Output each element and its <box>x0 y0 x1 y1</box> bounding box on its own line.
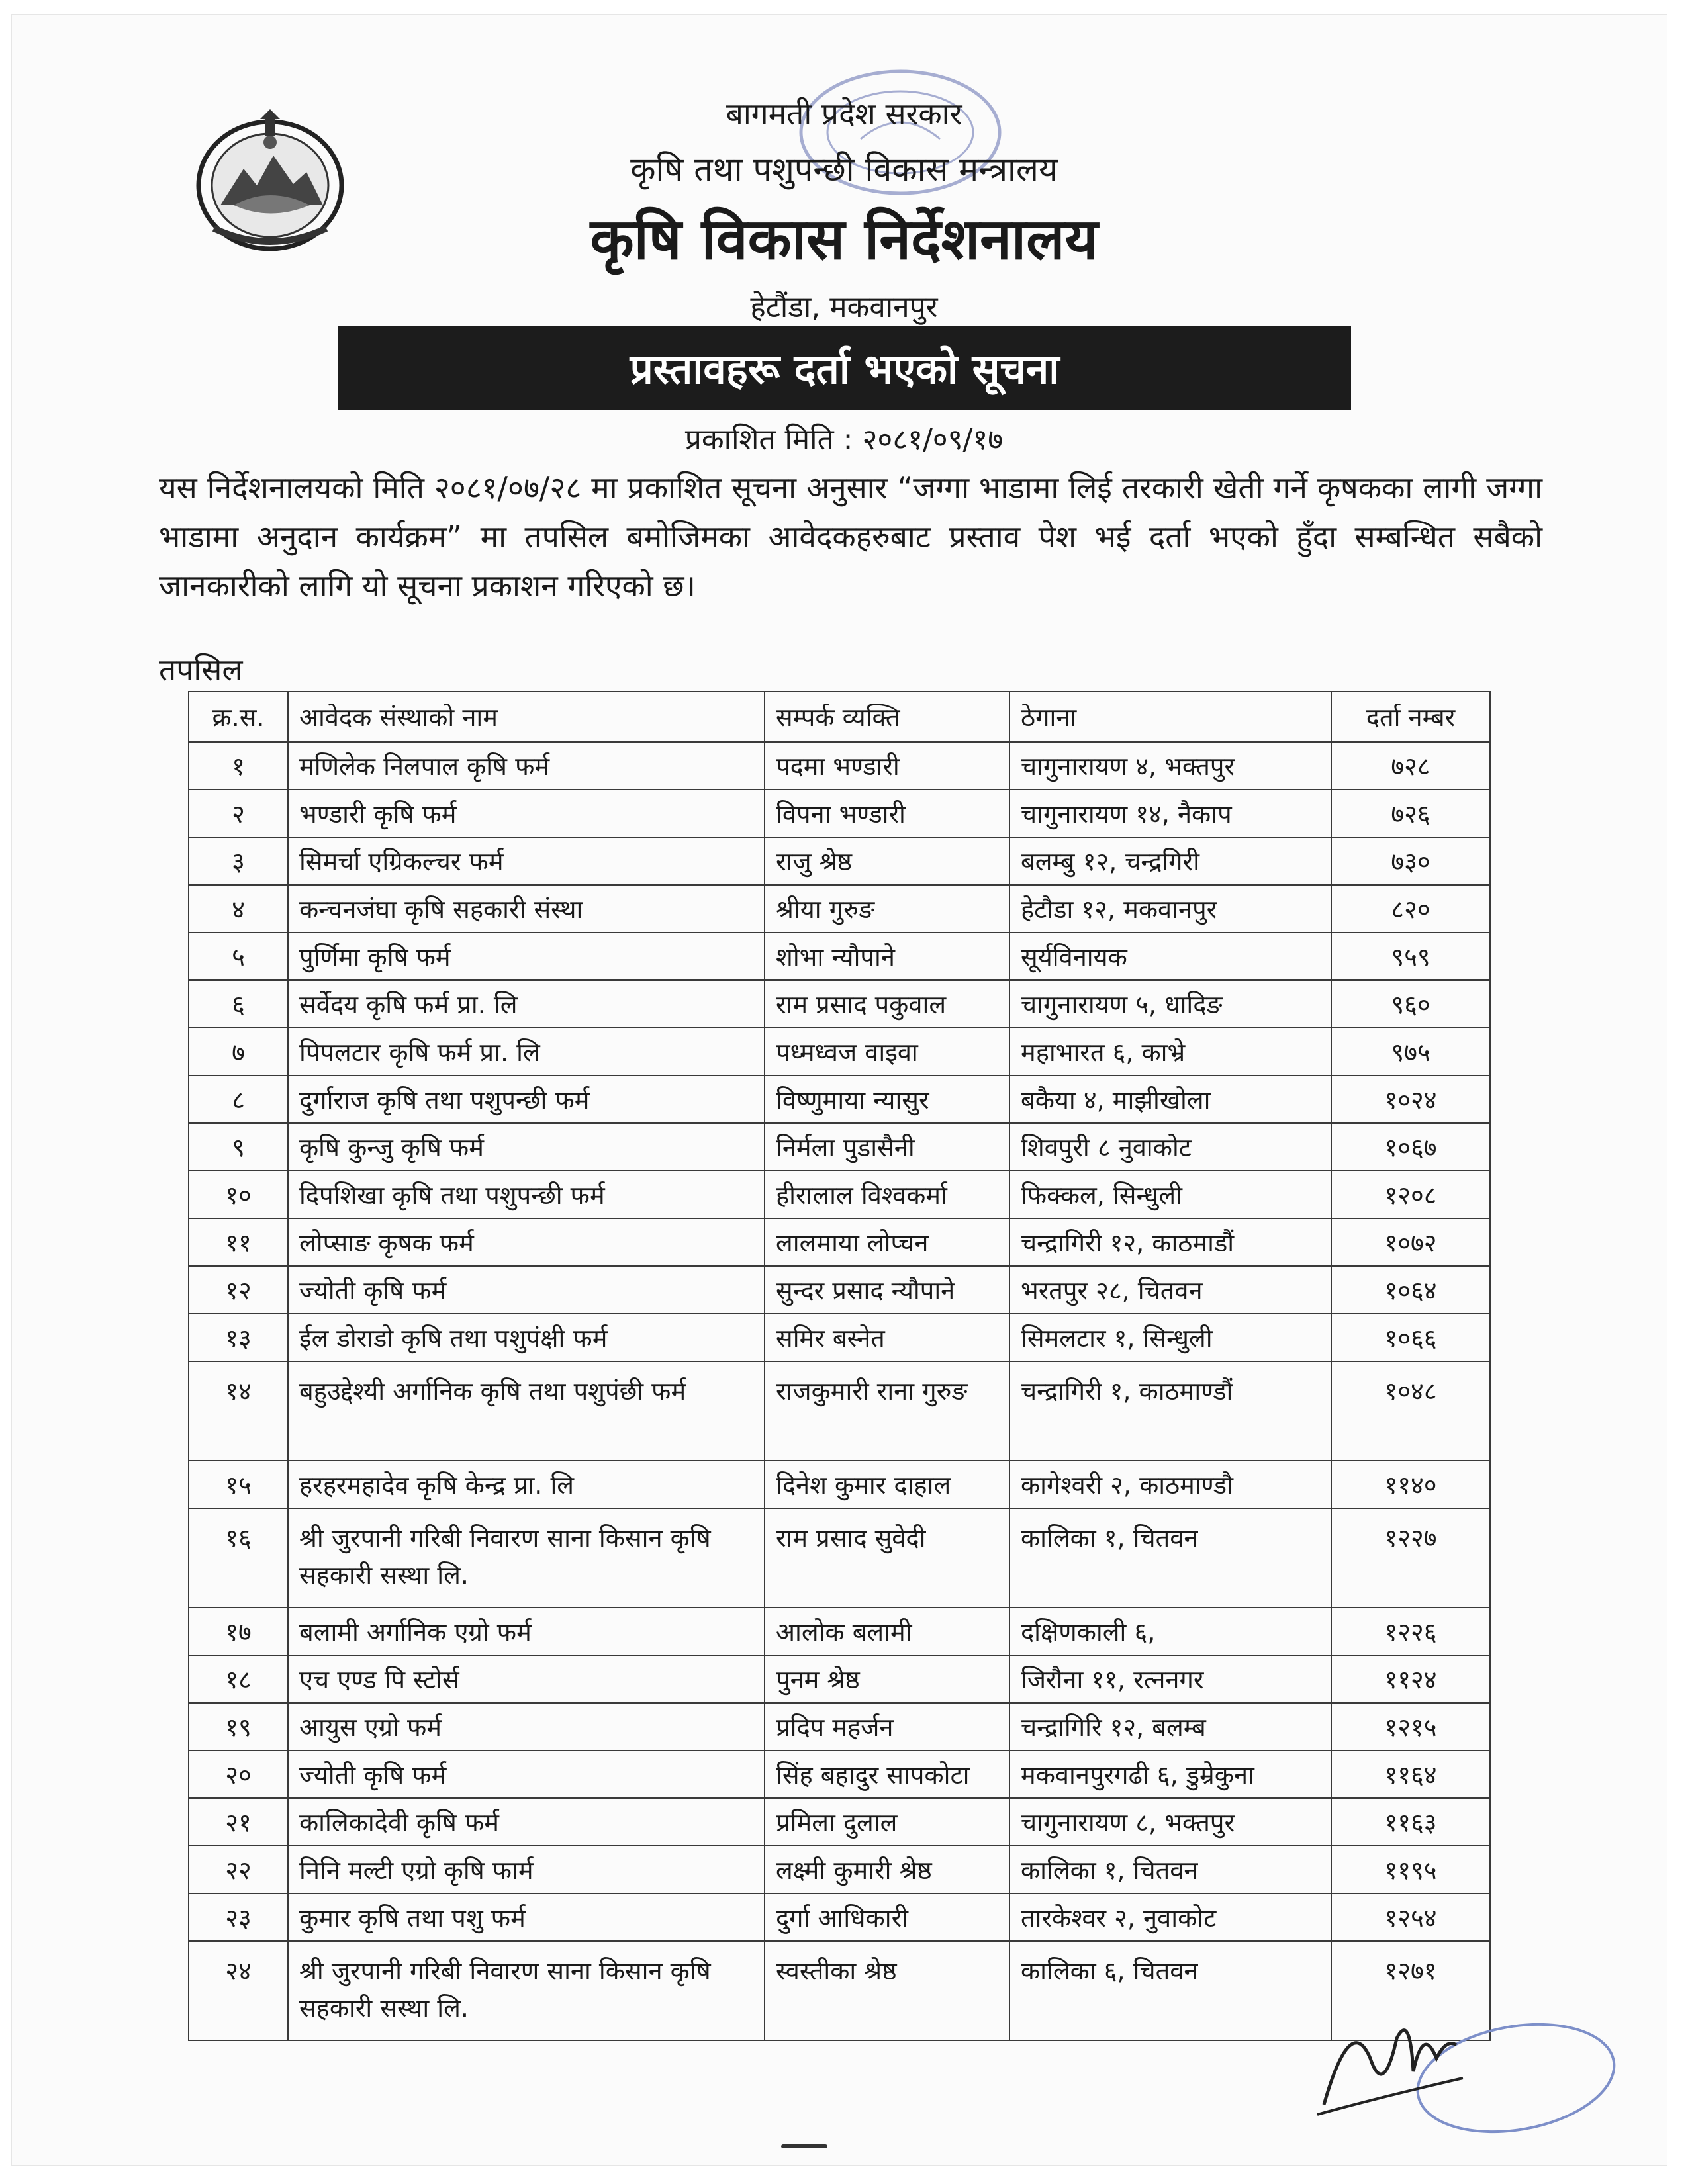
serial-cell: ७ <box>189 1028 288 1075</box>
org-name-cell: ज्योती कृषि फर्म <box>288 1266 765 1314</box>
serial-cell: १८ <box>189 1655 288 1703</box>
ministry-name: कृषि तथा पशुपन्छी विकास मन्त्रालय <box>630 150 1058 189</box>
org-name-cell: ईल डोराडो कृषि तथा पशुपंक्षी फर्म <box>288 1314 765 1361</box>
address-cell: चागुनारायण ८, भक्तपुर <box>1009 1798 1331 1846</box>
org-name-cell: कृषि कुन्जु कृषि फर्म <box>288 1123 765 1171</box>
table-row <box>189 1941 1490 2040</box>
contact-cell: राजु श्रेष्ठ <box>765 837 1009 885</box>
serial-cell: २४ <box>189 1941 288 2040</box>
org-name-cell: दुर्गाराज कृषि तथा पशुपन्छी फर्म <box>288 1075 765 1123</box>
address-cell: जिरौना ११, रत्ननगर <box>1009 1655 1331 1703</box>
org-name-cell: निनि मल्टी एग्रो कृषि फार्म <box>288 1846 765 1893</box>
reg-number-cell: १२२६ <box>1331 1608 1490 1655</box>
serial-cell: ९ <box>189 1123 288 1171</box>
address-cell: सिमलटार १, सिन्धुली <box>1009 1314 1331 1361</box>
table-row <box>189 1846 1490 1893</box>
serial-cell: १९ <box>189 1703 288 1751</box>
serial-cell: २३ <box>189 1893 288 1941</box>
contact-cell: लक्ष्मी कुमारी श्रेष्ठ <box>765 1846 1009 1893</box>
serial-cell: १३ <box>189 1314 288 1361</box>
applicants-table <box>188 691 1491 2041</box>
serial-cell: १४ <box>189 1361 288 1461</box>
contact-cell: पुनम श्रेष्ठ <box>765 1655 1009 1703</box>
org-name-cell: दिपशिखा कृषि तथा पशुपन्छी फर्म <box>288 1171 765 1218</box>
address-cell: सूर्यविनायक <box>1009 933 1331 980</box>
contact-cell: समिर बस्नेत <box>765 1314 1009 1361</box>
reg-number-cell: ७२८ <box>1331 742 1490 790</box>
org-name-cell: कालिकादेवी कृषि फर्म <box>288 1798 765 1846</box>
org-name-cell: एच एण्ड पि स्टोर्स <box>288 1655 765 1703</box>
address-cell: मकवानपुरगढी ६, डुम्रेकुना <box>1009 1751 1331 1798</box>
org-name-cell: बलामी अर्गानिक एग्रो फर्म <box>288 1608 765 1655</box>
address-cell: महाभारत ६, काभ्रे <box>1009 1028 1331 1075</box>
serial-cell: ४ <box>189 885 288 933</box>
org-name-cell: सिमर्चा एग्रिकल्चर फर्म <box>288 837 765 885</box>
address-cell: फिक्कल, सिन्धुली <box>1009 1171 1331 1218</box>
reg-number-cell: १२१५ <box>1331 1703 1490 1751</box>
org-name-cell: मणिलेक निलपाल कृषि फर्म <box>288 742 765 790</box>
header-address: ठेगाना <box>1009 692 1331 742</box>
address-cell: कालिका ६, चितवन <box>1009 1941 1331 2040</box>
contact-cell: प्रमिला दुलाल <box>765 1798 1009 1846</box>
contact-cell: लालमाया लोप्चन <box>765 1218 1009 1266</box>
org-name-cell: कुमार कृषि तथा पशु फर्म <box>288 1893 765 1941</box>
table-row <box>189 742 1490 790</box>
contact-cell: राम प्रसाद सुवेदी <box>765 1508 1009 1608</box>
serial-cell: १ <box>189 742 288 790</box>
org-name-cell: श्री जुरपानी गरिबी निवारण साना किसान कृषि सहकारी सस्था लि. <box>288 1941 765 2040</box>
reg-number-cell: ११६४ <box>1331 1751 1490 1798</box>
table-row <box>189 1608 1490 1655</box>
serial-cell: १६ <box>189 1508 288 1608</box>
header-reg-number: दर्ता नम्बर <box>1331 692 1490 742</box>
table-row <box>189 1314 1490 1361</box>
contact-cell: दिनेश कुमार दाहाल <box>765 1461 1009 1508</box>
serial-cell: १० <box>189 1171 288 1218</box>
org-name-cell: पिपलटार कृषि फर्म प्रा. लि <box>288 1028 765 1075</box>
table-row <box>189 1266 1490 1314</box>
header-org-name: आवेदक संस्थाको नाम <box>288 692 765 742</box>
contact-cell: शोभा न्यौपाने <box>765 933 1009 980</box>
serial-cell: १५ <box>189 1461 288 1508</box>
contact-cell: पध्मध्वज वाइवा <box>765 1028 1009 1075</box>
notice-body: यस निर्देशनालयको मिति २०८१/०७/२८ मा प्रकाशित सूचना अनुसार “जग्गा भाडामा लिई तरकारी खेती गर्ने कृषकका लागी जग्गा भाडामा अनुदान कार्यक्रम” मा तपसिल बमोजिमका आवेदकहरुबाट प्रस्ताव पेश भई दर्ता भएको हुँदा सम्बन्धित सबैको जानकारीको लागि यो सूचना प्रकाशन गरिएको छ। <box>159 470 1542 604</box>
table-row <box>189 1461 1490 1508</box>
table-row <box>189 1075 1490 1123</box>
serial-cell: ३ <box>189 837 288 885</box>
org-name-cell: लोप्साङ कृषक फर्म <box>288 1218 765 1266</box>
header-serial: क्र.स. <box>189 692 288 742</box>
reg-number-cell: १०६४ <box>1331 1266 1490 1314</box>
reg-number-cell: १०४८ <box>1331 1361 1490 1461</box>
serial-cell: ८ <box>189 1075 288 1123</box>
reg-number-cell: १२५४ <box>1331 1893 1490 1941</box>
org-name-cell: ज्योती कृषि फर्म <box>288 1751 765 1798</box>
contact-cell: राम प्रसाद पकुवाल <box>765 980 1009 1028</box>
contact-cell: विष्णुमाया न्यासुर <box>765 1075 1009 1123</box>
reg-number-cell: ११२४ <box>1331 1655 1490 1703</box>
reg-number-cell: १२२७ <box>1331 1508 1490 1608</box>
reg-number-cell: ९६० <box>1331 980 1490 1028</box>
serial-cell: २१ <box>189 1798 288 1846</box>
address-cell: हेटौडा १२, मकवानपुर <box>1009 885 1331 933</box>
contact-cell: सिंह बहादुर सापकोटा <box>765 1751 1009 1798</box>
contact-cell: दुर्गा आधिकारी <box>765 1893 1009 1941</box>
contact-cell: सुन्दर प्रसाद न्यौपाने <box>765 1266 1009 1314</box>
reg-number-cell: ११६३ <box>1331 1798 1490 1846</box>
org-name-cell: कन्चनजंघा कृषि सहकारी संस्था <box>288 885 765 933</box>
contact-cell: प्रदिप महर्जन <box>765 1703 1009 1751</box>
table-row <box>189 1508 1490 1608</box>
reg-number-cell: १०२४ <box>1331 1075 1490 1123</box>
reg-number-cell: ११९५ <box>1331 1846 1490 1893</box>
contact-cell: विपना भण्डारी <box>765 790 1009 837</box>
government-name: बागमती प्रदेश सरकार <box>726 96 962 132</box>
address-cell: बकैया ४, माझीखोला <box>1009 1075 1331 1123</box>
address-cell: चन्द्रागिरी १, काठमाण्डौं <box>1009 1361 1331 1461</box>
office-address: हेटौंडा, मकवानपुर <box>750 291 938 324</box>
address-cell: चागुनारायण ४, भक्तपुर <box>1009 742 1331 790</box>
schedule-label: तपसिल <box>159 652 243 688</box>
address-cell: कागेश्वरी २, काठमाण्डौ <box>1009 1461 1331 1508</box>
table-row <box>189 1361 1490 1461</box>
serial-cell: ६ <box>189 980 288 1028</box>
notice-title: प्रस्तावहरू दर्ता भएको सूचना <box>630 345 1060 393</box>
reg-number-cell: १०७२ <box>1331 1218 1490 1266</box>
serial-cell: ११ <box>189 1218 288 1266</box>
serial-cell: १२ <box>189 1266 288 1314</box>
reg-number-cell: ९७५ <box>1331 1028 1490 1075</box>
reg-number-cell: ७३० <box>1331 837 1490 885</box>
contact-cell: श्रीया गुरुङ <box>765 885 1009 933</box>
address-cell: चन्द्रागिरी १२, काठमाडौं <box>1009 1218 1331 1266</box>
table-row <box>189 1655 1490 1703</box>
contact-cell: आलोक बलामी <box>765 1608 1009 1655</box>
serial-cell: २२ <box>189 1846 288 1893</box>
table-row <box>189 1218 1490 1266</box>
contact-cell: स्वस्तीका श्रेष्ठ <box>765 1941 1009 2040</box>
table-row <box>189 933 1490 980</box>
address-cell: चन्द्रागिरि १२, बलम्ब <box>1009 1703 1331 1751</box>
org-name-cell: सर्वेदय कृषि फर्म प्रा. लि <box>288 980 765 1028</box>
serial-cell: ५ <box>189 933 288 980</box>
reg-number-cell: १२७१ <box>1331 1941 1490 2040</box>
serial-cell: २ <box>189 790 288 837</box>
serial-cell: २० <box>189 1751 288 1798</box>
address-cell: शिवपुरी ८ नुवाकोट <box>1009 1123 1331 1171</box>
org-name-cell: बहुउद्देश्यी अर्गानिक कृषि तथा पशुपंछी फर्म <box>288 1361 765 1461</box>
address-cell: चागुनारायण ५, धादिङ <box>1009 980 1331 1028</box>
reg-number-cell: ७२६ <box>1331 790 1490 837</box>
serial-cell: १७ <box>189 1608 288 1655</box>
table-row <box>189 885 1490 933</box>
address-cell: कालिका १, चितवन <box>1009 1508 1331 1608</box>
directorate-name: कृषि विकास निर्देशनालय <box>590 206 1098 273</box>
signature-stamp-icon <box>1297 1999 1628 2151</box>
reg-number-cell: १०६६ <box>1331 1314 1490 1361</box>
header-contact: सम्पर्क व्यक्ति <box>765 692 1009 742</box>
org-name-cell: भण्डारी कृषि फर्म <box>288 790 765 837</box>
address-cell: भरतपुर २८, चितवन <box>1009 1266 1331 1314</box>
contact-cell: हीरालाल विश्वकर्मा <box>765 1171 1009 1218</box>
org-name-cell: हरहरमहादेव कृषि केन्द्र प्रा. लि <box>288 1461 765 1508</box>
reg-number-cell: ९५९ <box>1331 933 1490 980</box>
table-row <box>189 837 1490 885</box>
notice-title-banner <box>338 326 1351 410</box>
table-header-row <box>189 692 1490 742</box>
contact-cell: राजकुमारी राना गुरुङ <box>765 1361 1009 1461</box>
published-date: प्रकाशित मिति : २०८१/०९/१७ <box>684 423 1004 457</box>
table-row <box>189 1171 1490 1218</box>
address-cell: तारकेश्वर २, नुवाकोट <box>1009 1893 1331 1941</box>
table-row <box>189 1751 1490 1798</box>
org-name-cell: आयुस एग्रो फर्म <box>288 1703 765 1751</box>
address-cell: कालिका १, चितवन <box>1009 1846 1331 1893</box>
reg-number-cell: ८२० <box>1331 885 1490 933</box>
page-mark <box>781 2144 827 2148</box>
table-row <box>189 1028 1490 1075</box>
table-row <box>189 1893 1490 1941</box>
reg-number-cell: १२०८ <box>1331 1171 1490 1218</box>
org-name-cell: श्री जुरपानी गरिबी निवारण साना किसान कृषि सहकारी सस्था लि. <box>288 1508 765 1608</box>
address-cell: चागुनारायण १४, नैकाप <box>1009 790 1331 837</box>
contact-cell: पदमा भण्डारी <box>765 742 1009 790</box>
contact-cell: निर्मला पुडासैनी <box>765 1123 1009 1171</box>
reg-number-cell: १०६७ <box>1331 1123 1490 1171</box>
table-row <box>189 790 1490 837</box>
reg-number-cell: ११४० <box>1331 1461 1490 1508</box>
table-row <box>189 1703 1490 1751</box>
address-cell: बलम्बु १२, चन्द्रगिरी <box>1009 837 1331 885</box>
table-row <box>189 1798 1490 1846</box>
table-row <box>189 1123 1490 1171</box>
org-name-cell: पुर्णिमा कृषि फर्म <box>288 933 765 980</box>
address-cell: दक्षिणकाली ६, <box>1009 1608 1331 1655</box>
table-row <box>189 980 1490 1028</box>
